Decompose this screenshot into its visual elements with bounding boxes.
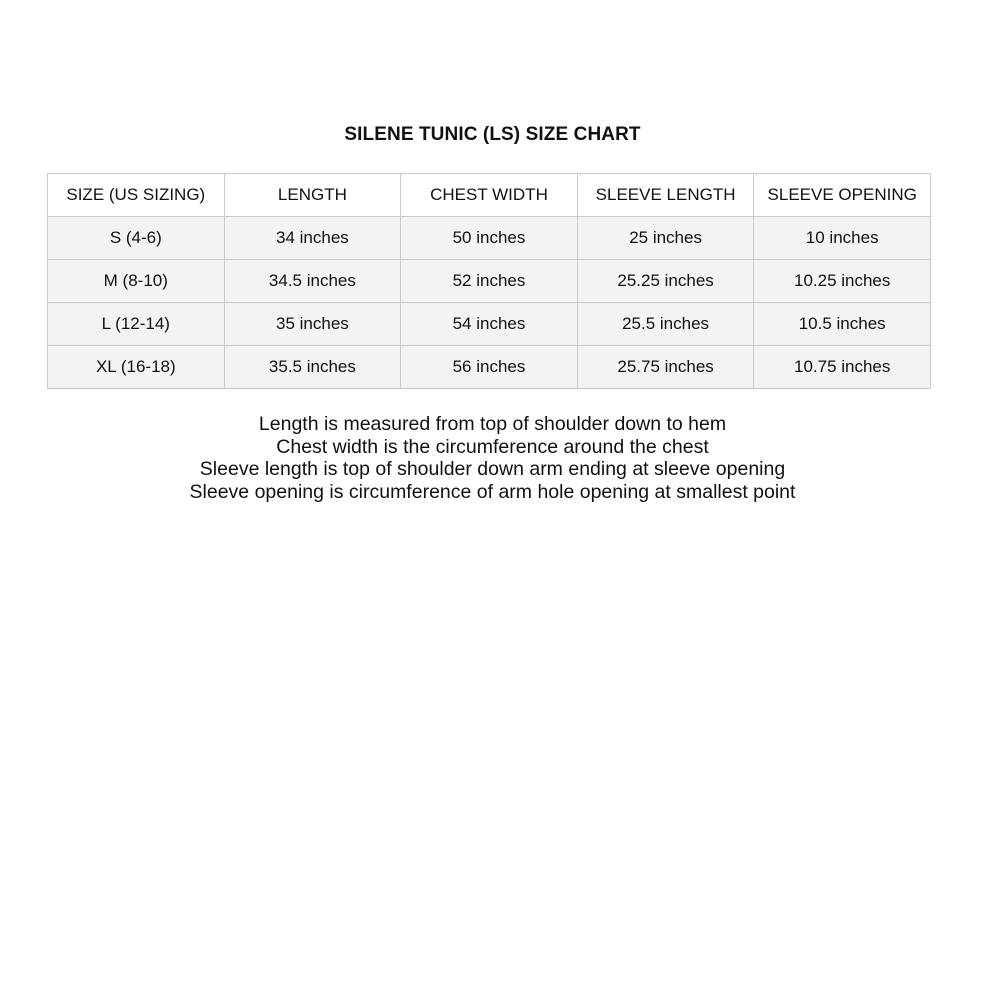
note-sleeve-length: Sleeve length is top of shoulder down arm ending at sleeve opening	[199, 458, 786, 480]
table-cell-sleeve-opening: 10.25 inches	[754, 260, 931, 303]
measurement-notes	[0, 413, 985, 503]
page-title: SILENE TUNIC (LS) SIZE CHART	[344, 124, 641, 145]
column-header-sleeve-length: SLEEVE LENGTH	[577, 174, 754, 217]
size-chart-table	[47, 173, 931, 389]
table-cell-sleeve-length: 25.75 inches	[577, 346, 754, 389]
table-cell-size: L (12-14)	[48, 303, 225, 346]
table-cell-size: S (4-6)	[48, 217, 225, 260]
table-row	[48, 217, 931, 260]
table-cell-sleeve-opening: 10.75 inches	[754, 346, 931, 389]
note-length: Length is measured from top of shoulder down to hem	[258, 413, 727, 435]
table-cell-length: 35.5 inches	[224, 346, 401, 389]
table-header-row	[48, 174, 931, 217]
table-cell-length: 34.5 inches	[224, 260, 401, 303]
table-cell-sleeve-opening: 10.5 inches	[754, 303, 931, 346]
table-cell-sleeve-length: 25.5 inches	[577, 303, 754, 346]
table-cell-chest-width: 54 inches	[401, 303, 578, 346]
table-cell-sleeve-length: 25.25 inches	[577, 260, 754, 303]
table-cell-size: XL (16-18)	[48, 346, 225, 389]
note-chest-width: Chest width is the circumference around the chest	[276, 435, 709, 458]
table-cell-size: M (8-10)	[48, 260, 225, 303]
column-header-sleeve-opening: SLEEVE OPENING	[754, 174, 931, 217]
column-header-length: LENGTH	[224, 174, 401, 217]
table-row	[48, 346, 931, 389]
column-header-chest-width: CHEST WIDTH	[401, 174, 578, 217]
table-cell-length: 35 inches	[224, 303, 401, 346]
table-cell-chest-width: 52 inches	[401, 260, 578, 303]
table-cell-length: 34 inches	[224, 217, 401, 260]
note-sleeve-opening: Sleeve opening is circumference of arm hole opening at smallest point	[189, 480, 796, 503]
table-row	[48, 260, 931, 303]
table-row	[48, 303, 931, 346]
table-cell-sleeve-opening: 10 inches	[754, 217, 931, 260]
table-cell-chest-width: 50 inches	[401, 217, 578, 260]
table-cell-sleeve-length: 25 inches	[577, 217, 754, 260]
table-cell-chest-width: 56 inches	[401, 346, 578, 389]
column-header-size: SIZE (US SIZING)	[48, 174, 225, 217]
